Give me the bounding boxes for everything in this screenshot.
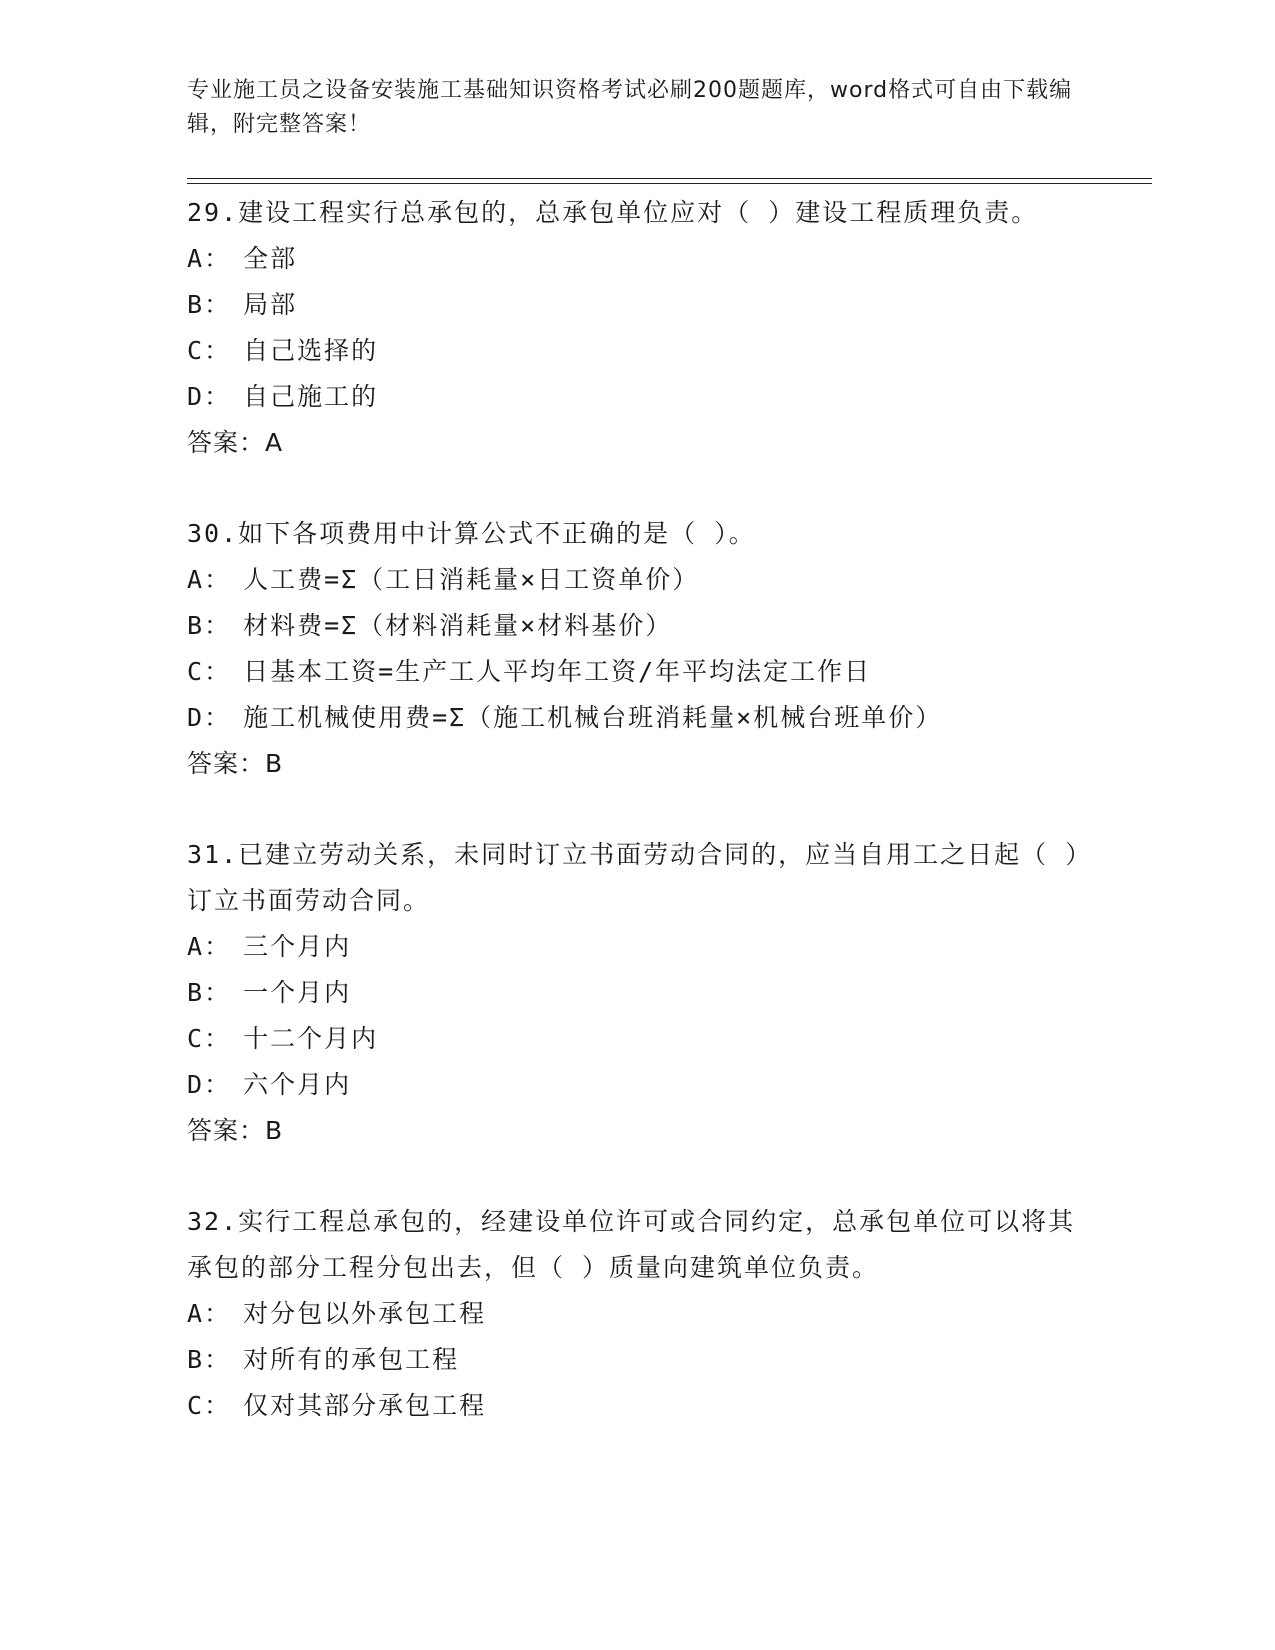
option-a: [187, 924, 1087, 970]
option-separator: ：: [204, 1070, 232, 1099]
option-text: 材料费=Σ（材料消耗量×材料基价）: [243, 611, 673, 640]
option-key: C: [187, 336, 205, 365]
option-text: 施工机械使用费=Σ（施工机械台班消耗量×机械台班单价）: [243, 703, 943, 732]
document-header: [187, 74, 1087, 142]
option-text: 人工费=Σ（工日消耗量×日工资单价）: [243, 565, 700, 594]
option-text: 对所有的承包工程: [243, 1345, 460, 1374]
option-separator: ：: [204, 611, 232, 640]
option-c: [187, 1016, 1087, 1062]
option-a: [187, 236, 1087, 282]
answer-line: 答案：A: [187, 428, 284, 457]
option-key: C: [187, 1391, 205, 1420]
question-stem: 31.已建立劳动关系，未同时订立书面劳动合同的，应当自用工之日起（ ）订立书面劳动合同。: [187, 840, 1080, 915]
option-key: D: [187, 703, 205, 732]
option-key: A: [187, 1299, 205, 1328]
option-separator: ：: [204, 382, 232, 411]
option-key: D: [187, 1070, 205, 1099]
option-separator: ：: [204, 1391, 232, 1420]
option-separator: ：: [204, 565, 232, 594]
option-text: 三个月内: [243, 932, 352, 961]
option-text: 日基本工资=生产工人平均年工资/年平均法定工作日: [243, 657, 872, 686]
question-30: [187, 511, 1087, 787]
option-text: 自己选择的: [243, 336, 379, 365]
option-text: 全部: [243, 244, 298, 273]
option-key: D: [187, 382, 205, 411]
option-text: 对分包以外承包工程: [243, 1299, 487, 1328]
header-divider-bottom: [187, 183, 1152, 184]
option-text: 局部: [243, 290, 298, 319]
option-key: B: [187, 290, 205, 319]
option-d: [187, 1062, 1087, 1108]
option-separator: ：: [204, 932, 232, 961]
option-a: [187, 1291, 1087, 1337]
option-key: A: [187, 565, 205, 594]
option-separator: ：: [204, 244, 232, 273]
option-separator: ：: [204, 1024, 232, 1053]
option-b: [187, 282, 1087, 328]
option-text: 自己施工的: [243, 382, 379, 411]
option-key: C: [187, 657, 205, 686]
question-list: [187, 190, 1087, 1474]
option-separator: ：: [204, 336, 232, 365]
option-a: [187, 557, 1087, 603]
option-key: B: [187, 611, 205, 640]
option-text: 仅对其部分承包工程: [243, 1391, 487, 1420]
option-separator: ：: [204, 1345, 232, 1374]
option-key: A: [187, 932, 205, 961]
option-d: [187, 695, 1087, 741]
header-title: 专业施工员之设备安装施工基础知识资格考试必刷200题题库，word格式可自由下载编辑，附完整答案！: [187, 78, 1073, 137]
option-d: [187, 374, 1087, 420]
question-stem: 30.如下各项费用中计算公式不正确的是（ ）。: [187, 519, 756, 548]
option-b: [187, 1337, 1087, 1383]
question-stem: 32.实行工程总承包的，经建设单位许可或合同约定，总承包单位可以将其承包的部分工程分包出去，但（ ）质量向建筑单位负责。: [187, 1207, 1076, 1282]
question-31: [187, 832, 1087, 1154]
option-b: [187, 603, 1087, 649]
option-text: 十二个月内: [243, 1024, 379, 1053]
option-c: [187, 649, 1087, 695]
option-key: B: [187, 978, 205, 1007]
option-key: A: [187, 244, 205, 273]
question-29: [187, 190, 1087, 466]
answer-line: 答案：B: [187, 1116, 284, 1145]
option-separator: ：: [204, 290, 232, 319]
option-c: [187, 1383, 1087, 1429]
option-separator: ：: [204, 978, 232, 1007]
option-text: 六个月内: [243, 1070, 352, 1099]
option-separator: ：: [204, 703, 232, 732]
option-b: [187, 970, 1087, 1016]
answer-line: 答案：B: [187, 749, 284, 778]
option-key: C: [187, 1024, 205, 1053]
header-divider-top: [187, 178, 1152, 179]
option-separator: ：: [204, 657, 232, 686]
option-text: 一个月内: [243, 978, 352, 1007]
option-c: [187, 328, 1087, 374]
question-stem: 29.建设工程实行总承包的，总承包单位应对（ ）建设工程质理负责。: [187, 198, 1039, 227]
question-32: [187, 1199, 1087, 1429]
option-key: B: [187, 1345, 205, 1374]
option-separator: ：: [204, 1299, 232, 1328]
